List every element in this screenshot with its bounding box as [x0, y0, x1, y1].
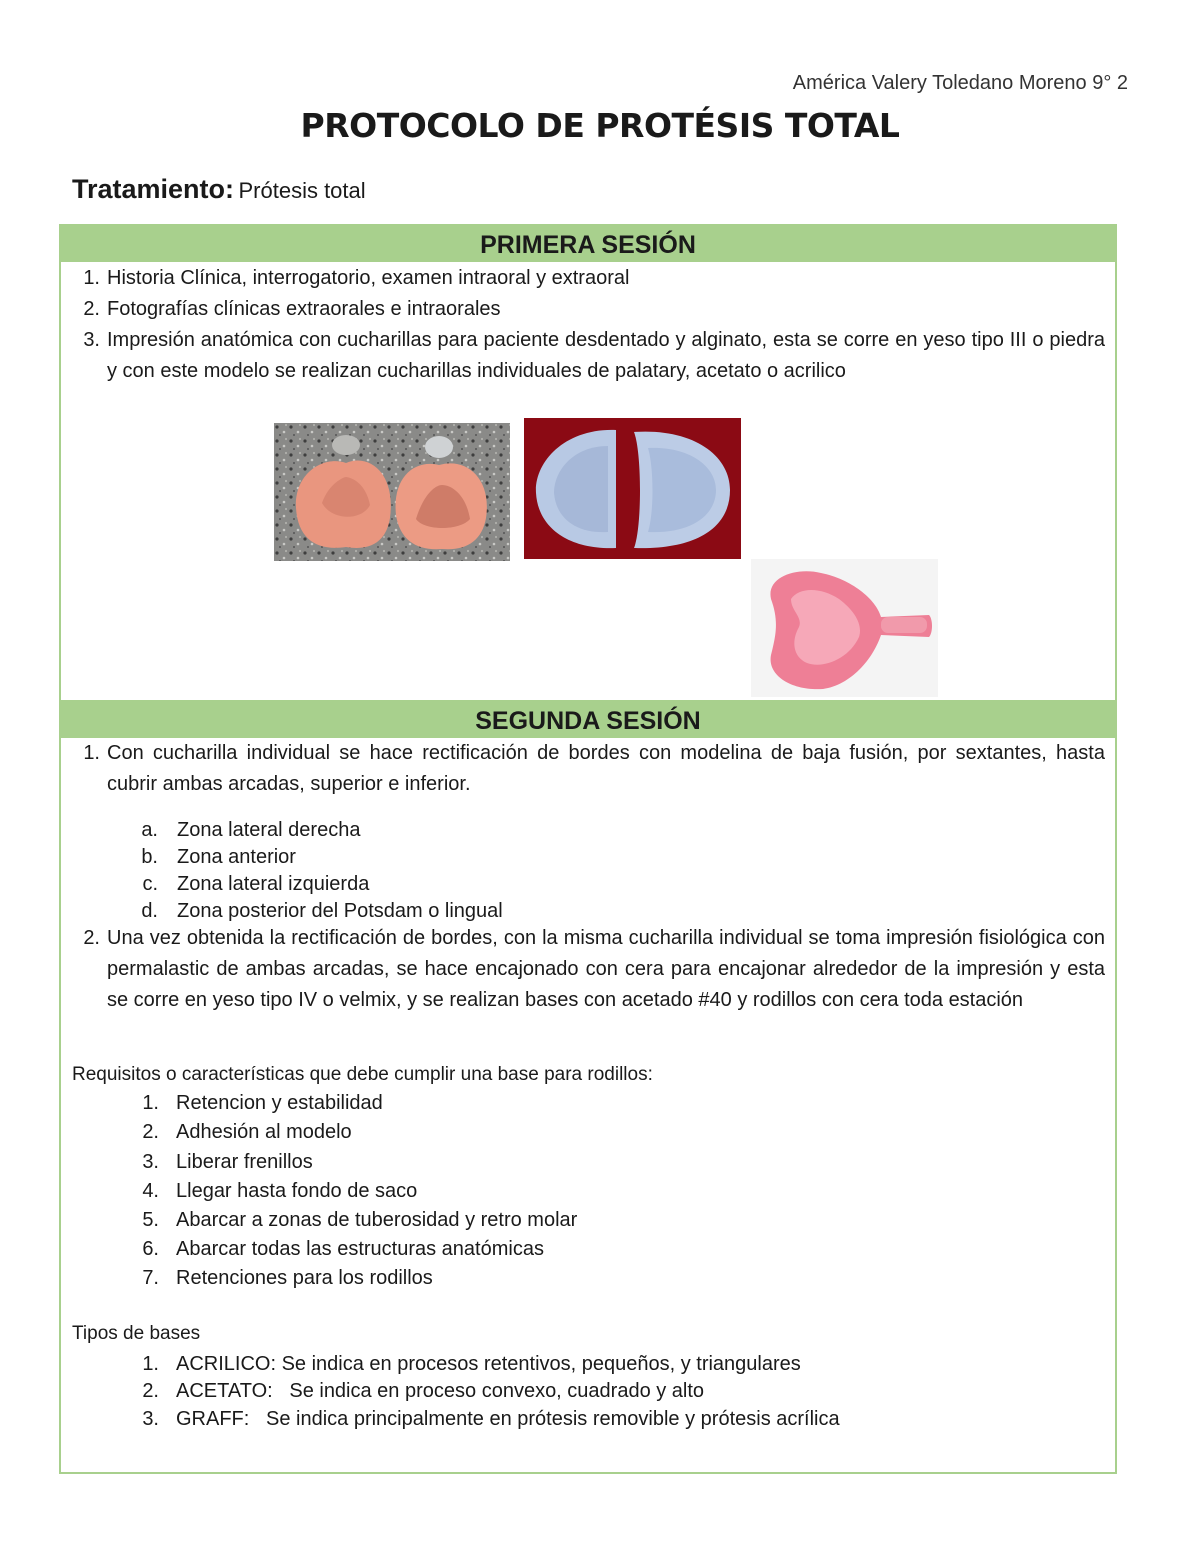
- author-line: América Valery Toledano Moreno 9° 2: [792, 72, 1128, 94]
- list-text: Fotografías clínicas extraorales e intraorales: [107, 298, 501, 320]
- list-letter: b.: [141, 846, 158, 868]
- treatment-value: Prótesis total: [238, 178, 366, 203]
- list-text: Historia Clínica, interrogatorio, examen intraoral y extraoral: [107, 267, 630, 289]
- list-number: 1.: [142, 1092, 159, 1114]
- treatment-line: [72, 174, 366, 205]
- list-text: Abarcar todas las estructuras anatómicas: [176, 1238, 544, 1260]
- list-number: 1.: [83, 267, 100, 289]
- list-number: 2.: [83, 298, 100, 320]
- list-text: Zona posterior del Potsdam o lingual: [177, 900, 503, 922]
- list-text: Zona lateral derecha: [177, 819, 361, 841]
- list-text: Abarcar a zonas de tuberosidad y retro molar: [176, 1209, 578, 1231]
- list-number: 2.: [142, 1380, 159, 1402]
- pink-tray-photo: [751, 559, 938, 697]
- list-letter: c.: [142, 873, 158, 895]
- list-number: 1.: [83, 742, 100, 764]
- list-text: Liberar frenillos: [176, 1151, 313, 1173]
- list-number: 1.: [142, 1353, 159, 1375]
- stock-trays-photo: [524, 418, 741, 559]
- list-number: 2.: [142, 1121, 159, 1143]
- list-text: Retencion y estabilidad: [176, 1092, 383, 1114]
- list-text: Una vez obtenida la rectificación de bordes, con la misma cucharilla individual se toma impresión fisiológica con permalastic de ambas arcadas, se hace encajonado con cera para encajonar alrededor de la impresión y esta se corre en yeso tipo IV o velmix, y se realizan bases con acetado #40 y rodillos con cera toda estación: [107, 927, 1105, 1011]
- list-text: Zona lateral izquierda: [177, 873, 370, 895]
- list-text: GRAFF: Se indica principalmente en prótesis removible y prótesis acrílica: [176, 1408, 840, 1430]
- list-number: 3.: [142, 1151, 159, 1173]
- list-number: 2.: [83, 927, 100, 949]
- list-text: ACETATO: Se indica en proceso convexo, cuadrado y alto: [176, 1380, 705, 1402]
- types-title: Tipos de bases: [72, 1323, 201, 1344]
- list-text: ACRILICO: Se indica en procesos retentivos, pequeños, y triangulares: [176, 1353, 801, 1375]
- requirements-title: Requisitos o características que debe cumplir una base para rodillos:: [72, 1064, 653, 1085]
- list-number: 7.: [142, 1267, 159, 1289]
- protocol-table: [59, 224, 1117, 1474]
- list-letter: d.: [141, 900, 158, 922]
- list-number: 6.: [142, 1238, 159, 1260]
- list-text: Zona anterior: [177, 846, 296, 868]
- treatment-label: Tratamiento:: [72, 174, 235, 204]
- page-title: PROTOCOLO DE PROTÉSIS TOTAL: [300, 106, 900, 145]
- session2-header: SEGUNDA SESIÓN: [61, 700, 1115, 738]
- alginate-impressions-photo: [274, 423, 510, 561]
- list-text: Adhesión al modelo: [176, 1121, 352, 1143]
- list-number: 4.: [142, 1180, 159, 1202]
- list-text: Llegar hasta fondo de saco: [176, 1180, 418, 1202]
- list-number: 3.: [83, 329, 100, 351]
- list-text: Retenciones para los rodillos: [176, 1267, 433, 1289]
- list-number: 5.: [142, 1209, 159, 1231]
- list-number: 3.: [142, 1408, 159, 1430]
- list-letter: a.: [141, 819, 158, 841]
- list-text: Impresión anatómica con cucharillas para paciente desdentado y alginato, esta se corre en yeso tipo III o piedra y con este modelo se realizan cucharillas individuales de palatary, acetato o acrilico: [107, 329, 1105, 382]
- session1-header: PRIMERA SESIÓN: [61, 226, 1115, 262]
- list-text: Con cucharilla individual se hace rectificación de bordes con modelina de baja fusión, por sextantes, hasta cubrir ambas arcadas, superior e inferior.: [107, 742, 1105, 795]
